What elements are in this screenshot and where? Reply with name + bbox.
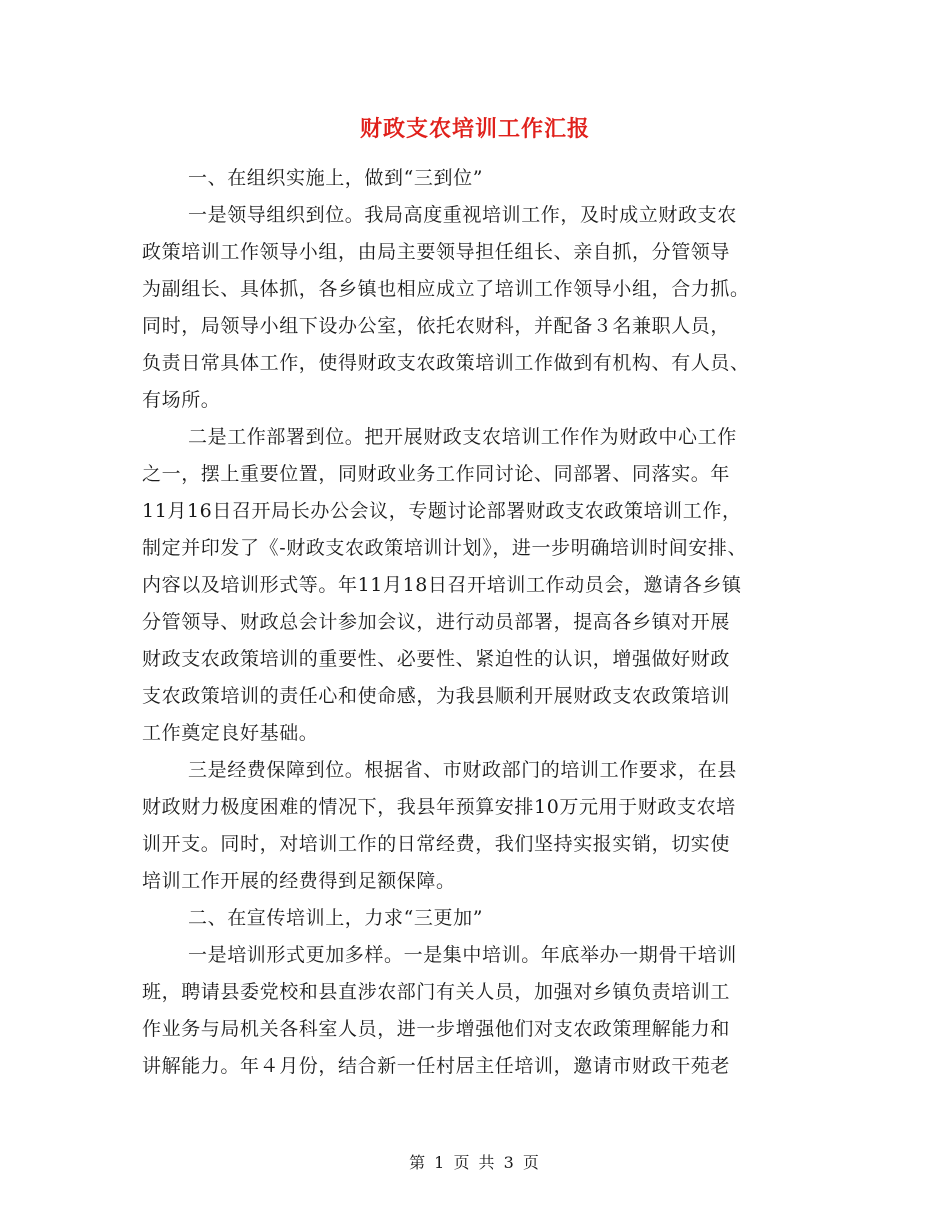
paragraph-line: 分管领导、财政总会计参加会议，进行动员部署，提高各乡镇对开展 <box>142 611 731 633</box>
section-heading: 一、在组织实施上，做到“三到位” <box>188 167 484 189</box>
paragraph-line: 讲解能力。年４月份，结合新一任村居主任培训，邀请市财政干苑老 <box>142 1055 731 1077</box>
paragraph-line: 之一，摆上重要位置，同财政业务工作同讨论、同部署、同落实。年 <box>142 463 731 485</box>
section-heading: 二、在宣传培训上，力求“三更加” <box>188 907 484 929</box>
paragraph-line: 制定并印发了《-财政支农政策培训计划》，进一步明确培训时间安排、 <box>142 537 748 559</box>
paragraph-line: 工作奠定良好基础。 <box>142 722 319 744</box>
paragraph-line: 财政支农政策培训的重要性、必要性、紧迫性的认识，增强做好财政 <box>142 648 731 670</box>
paragraph-line: 内容以及培训形式等。年11月18日召开培训工作动员会，邀请各乡镇 <box>142 574 742 596</box>
paragraph-line: 负责日常具体工作，使得财政支农政策培训工作做到有机构、有人员、 <box>142 352 750 374</box>
paragraph-line: 一是领导组织到位。我局高度重视培训工作，及时成立财政支农 <box>188 204 737 226</box>
paragraph-line: 三是经费保障到位。根据省、市财政部门的培训工作要求，在县 <box>188 759 737 781</box>
paragraph-line: 班，聘请县委党校和县直涉农部门有关人员，加强对乡镇负责培训工 <box>142 981 731 1003</box>
paragraph-line: 支农政策培训的责任心和使命感，为我县顺利开展财政支农政策培训 <box>142 685 731 707</box>
paragraph-line: 政策培训工作领导小组，由局主要领导担任组长、亲自抓，分管领导 <box>142 241 731 263</box>
page-footer: 第 1 页 共 3 页 <box>409 1153 541 1172</box>
document-title: 财政支农培训工作汇报 <box>359 116 590 142</box>
document-body <box>142 160 812 1085</box>
paragraph-line: 一是培训形式更加多样。一是集中培训。年底举办一期骨干培训 <box>188 944 737 966</box>
paragraph-line: 财政财力极度困难的情况下，我县年预算安排10万元用于财政支农培 <box>142 796 736 818</box>
paragraph-line: 作业务与局机关各科室人员，进一步增强他们对支农政策理解能力和 <box>142 1018 731 1040</box>
paragraph-line: 为副组长、具体抓，各乡镇也相应成立了培训工作领导小组，合力抓。 <box>142 278 750 300</box>
paragraph-line: 同时，局领导小组下设办公室，依托农财科，并配备３名兼职人员， <box>142 315 731 337</box>
paragraph-line: 有场所。 <box>142 389 221 411</box>
paragraph-line: 二是工作部署到位。把开展财政支农培训工作作为财政中心工作 <box>188 426 737 448</box>
paragraph-line: 训开支。同时，对培训工作的日常经费，我们坚持实报实销，切实使 <box>142 833 731 855</box>
paragraph-line: 培训工作开展的经费得到足额保障。 <box>142 870 456 892</box>
paragraph-line: 11月16日召开局长办公会议，专题讨论部署财政支农政策培训工作， <box>142 500 742 522</box>
